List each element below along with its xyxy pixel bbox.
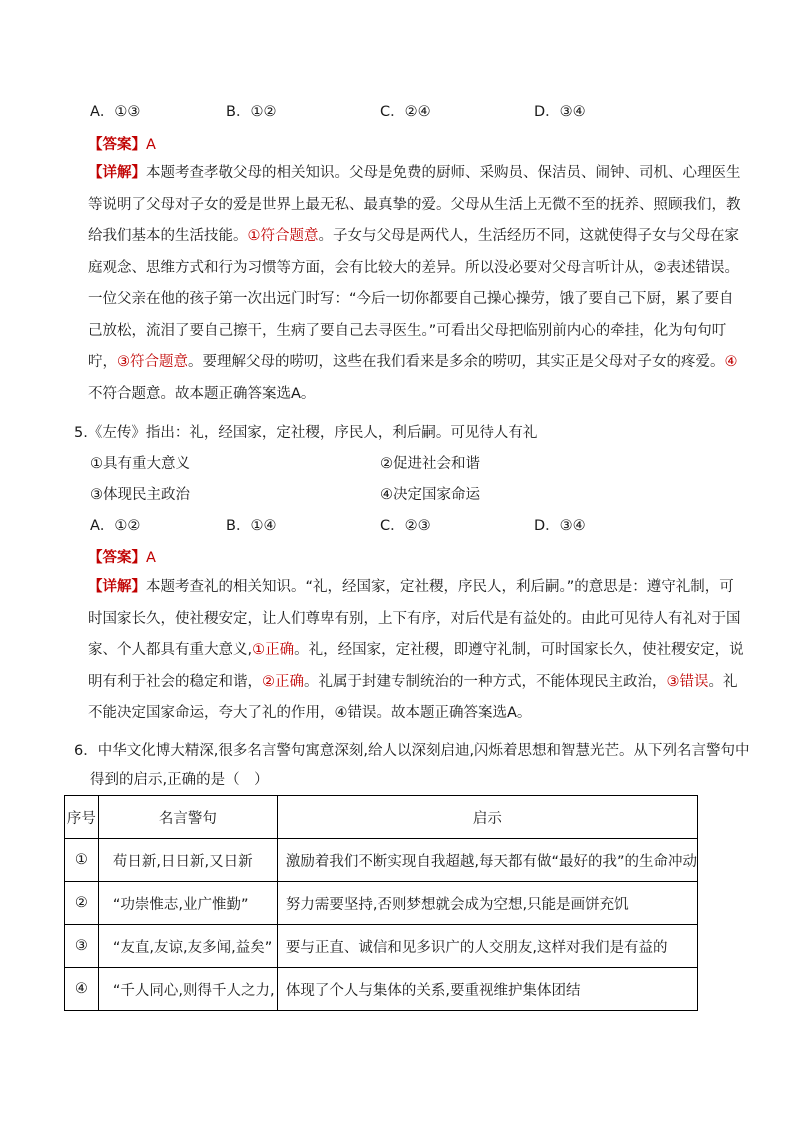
q4-option-b: B．①② <box>226 104 277 120</box>
row-index: ④ <box>65 968 99 1011</box>
explanation-line <box>88 190 741 222</box>
row-index: ① <box>65 839 99 882</box>
explanation-text: 家、个人都具有重大意义, <box>88 642 253 658</box>
explanation-text: 本题考查礼的相关知识。“礼，经国家，定社稷，序民人，利后嗣。”的意思是：遵守礼制，可 <box>146 579 734 595</box>
explanation-text: 本题考查孝敬父母的相关知识。父母是免费的厨师、采购员、保洁员、闹钟、司机、心理医生 <box>146 165 741 181</box>
explanation-line <box>88 379 728 411</box>
explanation-text: 。礼 <box>708 673 738 690</box>
highlighted-text: ②正确 <box>262 673 304 690</box>
highlighted-text: ①符合题意 <box>247 228 319 244</box>
q4-explanation <box>88 158 741 410</box>
table-row <box>65 925 698 968</box>
highlighted-text: ①正确 <box>252 642 295 658</box>
answer-value: A <box>146 550 156 566</box>
q4-option-d: D．③④ <box>534 104 586 120</box>
header-quote: 名言警句 <box>98 796 277 839</box>
explain-tag: 【详解】 <box>88 579 146 595</box>
highlighted-text: ③符合题意 <box>117 354 188 370</box>
explanation-text: 不符合题意。故本题正确答案选A。 <box>88 385 316 402</box>
explanation-text: 己放松，流泪了要自己擦干，生病了要自己去寻医生。”可看出父母把临别前内心的牵挂，化为句句叮 <box>88 322 727 339</box>
table-header-row <box>65 796 698 839</box>
row-quote: “友直,友谅,友多闻,益矣” <box>98 925 277 968</box>
q5-choice-2: ②促进社会和谐 <box>380 456 480 472</box>
q5-option-a: A．①② <box>90 518 141 534</box>
explanation-text: 一位父亲在他的孩子第一次出远门时写：“今后一切你都要自己操心操劳，饿了要自己下厨，累了要自 <box>88 291 734 307</box>
quotes-table <box>64 795 698 1011</box>
header-insight: 启示 <box>277 796 697 839</box>
row-insight: 努力需要坚持,否则梦想就会成为空想,只能是画饼充饥 <box>277 882 697 925</box>
explanation-line <box>88 158 741 190</box>
explanation-text: 庭观念、思维方式和行为习惯等方面，会有比较大的差异。所以没必要对父母言听计从，②表述错误。 <box>88 259 739 276</box>
q5-stem: 5.《左传》指出：礼，经国家，定社稷，序民人，利后嗣。可见待人有礼 <box>74 425 538 441</box>
q5-option-b: B．①④ <box>226 518 277 534</box>
answer-value: A <box>146 137 156 153</box>
q5-option-c: C．②③ <box>380 518 431 534</box>
explanation-text: 不能决定国家命运，夸大了礼的作用，④错误。故本题正确答案选A。 <box>88 705 532 721</box>
explanation-text: 。要理解父母的唠叨，这些在我们看来是多余的唠叨，其实正是父母对子女的疼爱。 <box>188 354 725 370</box>
table-row <box>65 839 698 882</box>
q5-choice-3: ③体现民主政治 <box>90 487 190 503</box>
q5-choice-1: ①具有重大意义 <box>90 456 190 472</box>
explanation-line <box>88 284 734 316</box>
table-row <box>65 882 698 925</box>
explanation-line <box>88 667 738 699</box>
explanation-line <box>88 604 741 636</box>
highlighted-text: ④ <box>724 354 738 370</box>
answer-tag: 【答案】 <box>88 550 146 566</box>
row-index: ② <box>65 882 99 925</box>
row-insight: 体现了个人与集体的关系,要重视维护集体团结 <box>277 968 697 1011</box>
q6-stem-line1: 6．中华文化博大精深,很多名言警句寓意深刻,给人以深刻启迪,闪烁着思想和智慧光芒。从下列名言警句中 <box>74 743 750 759</box>
q4-option-c: C．②④ <box>380 104 431 120</box>
q5-answer <box>88 546 156 567</box>
explanation-text: 。子女与父母是两代人，生活经历不同，这就使得子女与父母在家 <box>318 228 739 244</box>
q5-choice-4: ④决定国家命运 <box>380 487 480 503</box>
row-insight: 要与正直、诚信和见多识广的人交朋友,这样对我们是有益的 <box>277 925 697 968</box>
explanation-line <box>88 635 744 667</box>
explanation-text: 等说明了父母对子女的爱是世界上最无私、最真挚的爱。父母从生活上无微不至的抚养、照顾我们，教 <box>88 196 741 213</box>
row-insight: 激励着我们不断实现自我超越,每天都有做“最好的我”的生命冲动 <box>277 839 697 882</box>
explanation-text: 。礼，经国家，定社稷，即遵守礼制，可时国家长久，使社稷安定，说 <box>294 642 744 658</box>
explain-tag: 【详解】 <box>88 165 146 181</box>
explanation-text: 。礼属于封建专制统治的一种方式，不能体现民主政治， <box>304 673 667 690</box>
explanation-line <box>88 572 734 604</box>
highlighted-text: ③错误 <box>666 673 709 690</box>
row-quote: 苟日新,日日新,又日新 <box>98 839 277 882</box>
header-index: 序号 <box>65 796 99 839</box>
explanation-text: 时国家长久，使社稷安定，让人们尊卑有别，上下有序，对后代是有益处的。由此可见待人有礼对于国 <box>88 610 741 627</box>
explanation-text: 给我们基本的生活技能。 <box>88 228 248 244</box>
explanation-text: 咛， <box>88 354 117 370</box>
explanation-line <box>88 253 739 285</box>
explanation-line <box>88 316 728 348</box>
explanation-line <box>88 698 728 730</box>
answer-tag: 【答案】 <box>88 137 146 153</box>
q4-answer <box>88 133 156 154</box>
explanation-line <box>88 221 739 253</box>
q4-option-a: A．①③ <box>90 104 141 120</box>
row-quote: “千人同心,则得千人之力, <box>98 968 277 1011</box>
q5-explanation <box>88 572 744 730</box>
row-index: ③ <box>65 925 99 968</box>
q5-option-d: D．③④ <box>534 518 586 534</box>
explanation-text: 明有利于社会的稳定和谐， <box>88 673 262 690</box>
table-row <box>65 968 698 1011</box>
q6-stem-line2: 得到的启示,正确的是（ ） <box>90 772 269 788</box>
explanation-line <box>88 347 738 379</box>
row-quote: “功崇惟志,业广惟勤” <box>98 882 277 925</box>
